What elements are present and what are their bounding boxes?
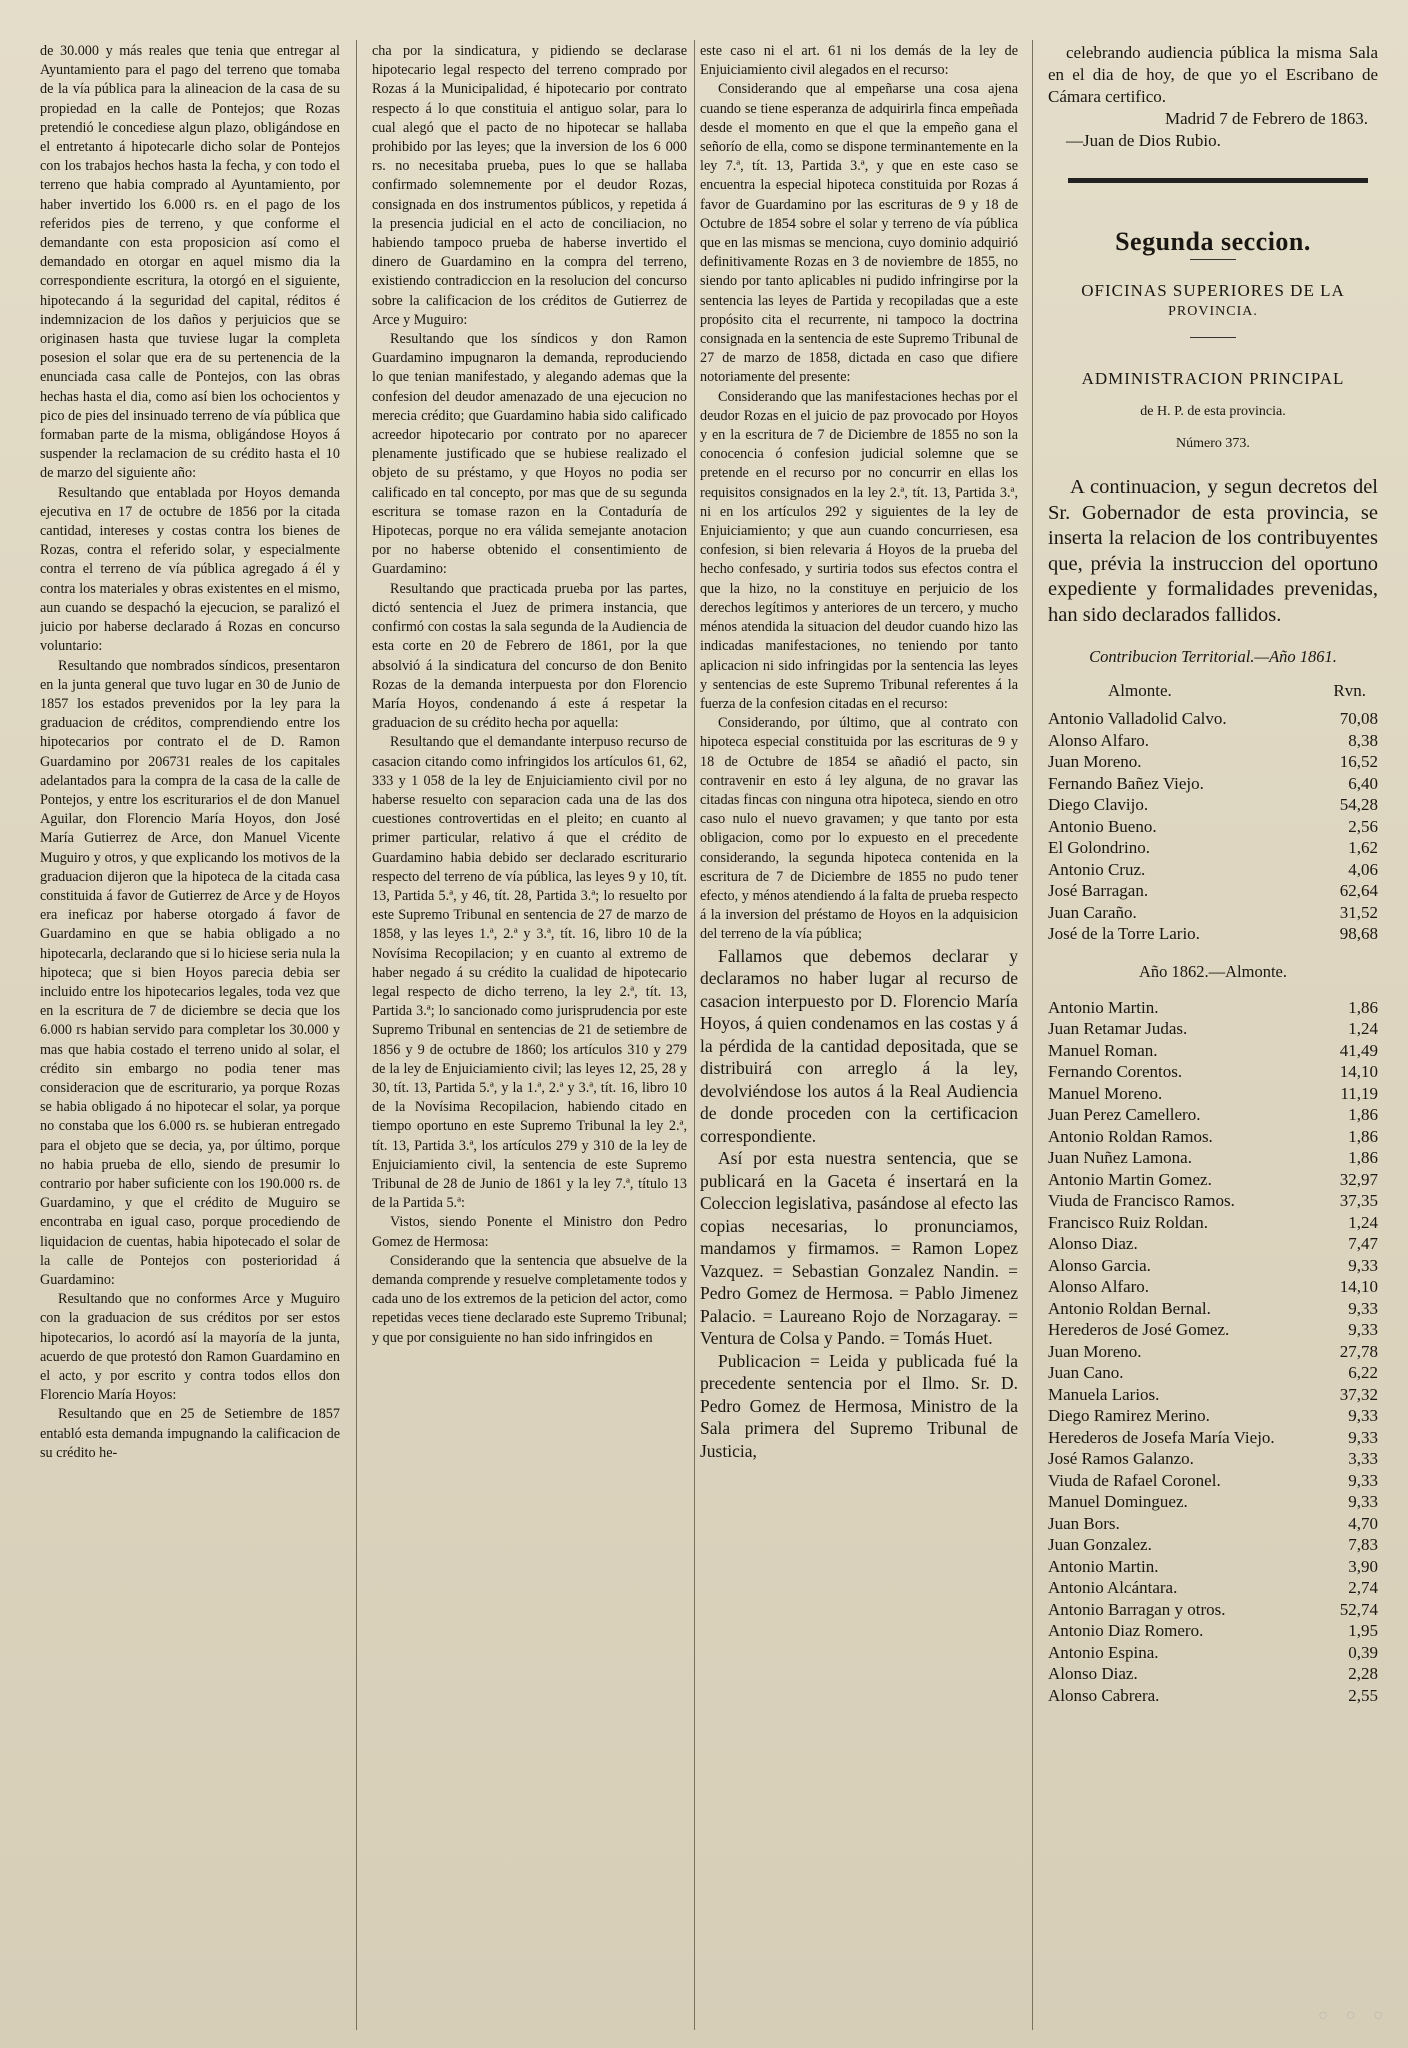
paragraph: Resultando que practicada prueba por las partes, dictó sentencia el Juez de primera instancia, que confirmó con costas la sala segunda de la Audiencia de esta corte en 20 de Febrero de 1861, por la que absolvió á la sindicatura del concurso de don Benito Rozas de la demanda interpuesta por don Florencio María Hoyos, condenando á este á respetar la graduacion de su crédito hecha por aquella: [372,580,687,732]
taxpayer-name: Diego Clavijo. [1048,795,1149,814]
column-divider [356,40,357,2030]
taxpayer-name: Juan Perez Camellero. [1048,1105,1201,1124]
taxpayer-name: Juan Moreno. [1048,1341,1142,1361]
date-line: Madrid 7 de Febrero de 1863. [1164,109,1368,128]
amount: 31,52 [1339,902,1378,922]
taxpayer-name: Antonio Valladolid Calvo. [1048,709,1227,728]
paragraph: Considerando que al empeñarse una cosa ajena cuando se tiene esperanza de adquirirla finca empeñada desde el momento en que el que la empeño gana el señorío de ella, como se dispone terminantemente en la ley 7.ª, tít. 13, Partida 3.ª, y que en este caso se encuentra la especial hipoteca constituida por Rozas á favor de Guardamino por las escrituras de 9 y 18 de Octubre de 1854 sobre el solar y terreno de vía pública que en las mismas se menciona, cuyo dominio adquirió definitivamente Rozas en 3 de noviembre de 1855, no siendo por tanto aplicables ni pudido infringirse por la sentencia las leyes de Partida y recopiladas que a este propósito cita el recurrente, ni tampoco la doctrina consignada en la sentencia de este Supremo Tribunal de 27 de marzo de 1858, dictada en caso que difiere notoriamente del presente: [700,81,1018,386]
taxpayer-name: Juan Retamar Judas. [1048,1019,1188,1038]
amount: 1,24 [1348,1212,1378,1232]
closing-paragraph: celebrando audiencia pública la misma Sala en el dia de hoy, de que yo el Escribano de Cámara certifico. [1048,43,1378,106]
taxpayer-name: Juan Cano. [1048,1363,1124,1382]
ruling-paragraph: Fallamos que debemos declarar y declaramos no haber lugar al recurso de casacion interpuesto por D. Florencio María Hoyos, á quien condenamos en las costas y á la pérdida de la cantidad depositada, que se distribuirá con arreglo á la ley, devolviéndose los autos á la Real Audiencia de donde proceden con la certificacion correspondiente. [700,945,1018,1146]
taxpayer-name: Manuel Moreno. [1048,1083,1163,1103]
taxpayer-name: Juan Moreno. [1048,752,1142,771]
amount: 9,33 [1348,1406,1378,1425]
amount: 1,86 [1348,1126,1378,1146]
table-row [1048,1061,1378,1083]
taxpayer-name: Alonso Alfaro. [1048,1277,1150,1296]
taxpayer-name: Juan Gonzalez. [1048,1535,1152,1554]
taxpayer-name: José de la Torre Lario. [1048,924,1200,943]
table-row [1048,1556,1378,1578]
table-row [1048,794,1378,816]
table-row [1048,1491,1378,1513]
table-row [1048,923,1378,945]
amount: 41,49 [1339,1040,1378,1060]
taxpayer-name: Manuel Roman. [1048,1040,1158,1060]
amount: 1,86 [1348,1105,1378,1124]
table-row [1048,1405,1378,1427]
ruling-paragraph: Publicacion = Leida y publicada fué la precedente sentencia por el Ilmo. Sr. D. Pedro Gomez de Hermosa, Ministro de la Sala primera del Supremo Tribunal de Justicia, [700,1350,1018,1461]
offices-title: OFICINAS SUPERIORES DE LA [1081,281,1345,300]
table-row [1048,1599,1378,1621]
table-row [1048,708,1378,730]
table-row [1048,751,1378,773]
year-heading: Año 1862.—Almonte. [1138,961,1288,981]
table-row [1048,997,1378,1019]
taxpayer-name: El Golondrino. [1048,838,1150,857]
amount: 9,33 [1348,1298,1378,1318]
amount: 6,40 [1348,773,1378,793]
amount: 52,74 [1339,1599,1378,1619]
section-divider [1068,178,1368,183]
taxpayer-name: Herederos de Josefa María Viejo. [1048,1427,1275,1447]
amount: 9,33 [1348,1320,1378,1339]
ruling-paragraph: Así por esta nuestra sentencia, que se publicará en la Gaceta é insertará en la Coleccion legislativa, pasándose al efecto las copias necesarias, lo pronunciamos, mandamos y firmamos. = Ramon Lopez Vazquez. = Sebastian Gonzalez Nandin. = Pedro Gomez de Hermosa. = Pablo Jimenez Palacio. = Laureano Rojo de Norzagaray. = Ventura de Colsa y Pando. = Tomás Huet. [700,1148,1018,1349]
table-row [1048,1384,1378,1406]
taxpayer-name: José Barragan. [1048,881,1149,900]
amount: 14,10 [1339,1062,1378,1081]
paragraph: Resultando que entablada por Hoyos demanda ejecutiva en 17 de octubre de 1856 por la citada cantidad, intereses y costas contra los bienes de Rozas, contra el referido solar, y especialmente contra el terreno de vía pública agregado á él y contra los materiales y obras existentes en el mismo, aun cuando se despachó la ejecucion, se paralizó el juicio por haberse declarado á Rozas en concurso voluntario: [40,484,340,655]
table-row [1048,1018,1378,1040]
amount: 1,24 [1348,1019,1378,1038]
column-4 [1048,42,1378,2042]
column-1 [40,42,340,2037]
taxpayer-name: Juan Bors. [1048,1513,1120,1533]
tax-heading: Contribucion Territorial.—Año 1861. [1089,647,1337,666]
paragraph: de 30.000 y más reales que tenia que entregar al Ayuntamiento para el pago del terreno que tomaba de la vía pública para la alineacion de la casa de su propiedad en la calle de Pontejos; que Rozas pretendió le concediese algun plazo, obligándose en el entretanto á hipotecarle dicho solar de Pontejos con los trabajos hechos hasta la fecha, y con todo el terreno que habia comprado al Ayuntamiento, por haber invertido los 6.000 rs. en el pago de los referidos pies de terreno, y que conforme el demandante con esta proposicion así como el demandado en otorgar en aquel mismo dia la correspondiente escritura, la otorgó en el siguiente, hipotecando á la seguridad del capital, réditos é indemnizacion de los daños y perjuicios que se originasen hasta que tuviese lugar la completa posesion el solar que era de su pertenencia de la enunciada casa calle de Pontejos, con las obras hechas hasta el dia, como así bien los ochocientos y pico de pies del insinuado terreno de vía pública que formaban parte de la misma, obligándose Hoyos á suspender la reclamacion de su crédito hasta el 10 de marzo del siguiente año: [40,43,340,482]
amount: 98,68 [1339,924,1378,943]
taxpayer-name: Antonio Diaz Romero. [1048,1621,1204,1640]
table-row [1048,1276,1378,1298]
table-row [1048,1577,1378,1599]
taxpayer-name: Antonio Alcántara. [1048,1578,1178,1597]
table-unit-header: Rvn. [1333,681,1366,700]
amount: 3,33 [1348,1449,1378,1468]
taxpayer-name: Antonio Martin. [1048,997,1159,1017]
table-row [1048,859,1378,881]
taxpayer-name: Manuela Larios. [1048,1384,1160,1404]
column-2 [372,42,687,2037]
amount: 1,86 [1348,1148,1378,1167]
amount: 3,90 [1348,1556,1378,1576]
table-row [1048,1298,1378,1320]
table-header [1048,680,1378,702]
amount: 6,22 [1348,1363,1378,1382]
watermark: ◦ ◦ ◦ [1315,2002,1388,2032]
paragraph: Considerando, por último, que al contrato con hipoteca especial constituida por las escrituras de 9 y 18 de Octubre de 1854 se añadió el pacto, sin contravenir en esto á ley alguna, de no gravar las citadas fincas con ninguna otra hipoteca, siendo en otro caso nulo el nuevo gravamen; y que tanto por esta obligacion, como por lo expuesto en el precedente considerando, la segunda hipoteca contenida en la escritura de 7 de Diciembre de 1855 no pudo tener efecto, y ménos atendiendo á la falta de prueba respecto á la inversion del préstamo de Hoyos en la adquisicion del terreno de la vía pública; [700,715,1018,943]
admin-title: ADMINISTRACION PRINCIPAL [1081,369,1345,388]
amount: 11,19 [1340,1083,1378,1103]
taxpayer-name: Viuda de Francisco Ramos. [1048,1191,1235,1210]
table-row [1048,1083,1378,1105]
amount: 37,35 [1339,1191,1378,1210]
taxpayer-name: Alonso Garcia. [1048,1255,1151,1275]
table-row [1048,1427,1378,1449]
taxpayer-name: Antonio Barragan y otros. [1048,1599,1226,1619]
amount: 4,06 [1348,859,1378,879]
taxpayer-name: Francisco Ruiz Roldan. [1048,1212,1209,1232]
amount: 16,52 [1339,752,1378,771]
table-row [1048,1513,1378,1535]
taxpayer-name: Alonso Alfaro. [1048,730,1150,750]
taxpayer-name: Antonio Martin. [1048,1556,1159,1576]
table-row [1048,1319,1378,1341]
paragraph: Considerando que la sentencia que absuelve de la demanda comprende y resuelve completamente todos y cada uno de los extremos de la peticion del actor, como repetidas veces tiene declarado este Supremo Tribunal; y que por consiguiente no han sido infringidos en [372,1252,687,1346]
taxpayer-name: Diego Ramirez Merino. [1048,1406,1210,1425]
offices-subtitle: PROVINCIA. [1168,304,1258,319]
paragraph: cha por la sindicatura, y pidiendo se declarase hipotecario legal respecto del terreno comprado por Rozas á la Municipalidad, é hipotecario por contrato respecto á lo que constituia el antiguo solar, para lo cual alegó que el pacto de no hipotecar se hallaba prohibido por las leyes; que la inversion de los 6 000 rs. no necesitaba prueba, pues lo que se hallaba confirmado solemnemente por el deudor Rozas, consignada en dos instrumentos públicos, y repetida á la presencia judicial en el acto de conciliacion, no habiendo tampoco prueba de haberse invertido el dinero de Guardamino en la compra del terreno, existiendo contradiccion en la resolucion del concurso sobre la calificacion de los créditos de Gutierrez de Arce y Muguiro: [372,43,687,328]
table-row [1048,1341,1378,1363]
taxpayer-name: Antonio Espina. [1048,1642,1159,1662]
amount: 9,33 [1348,1427,1378,1447]
table-place-header: Almonte. [1108,681,1172,700]
taxpayer-name: Manuel Dominguez. [1048,1492,1188,1511]
title-underline [1190,259,1236,260]
amount: 62,64 [1339,881,1378,900]
paragraph: Vistos, siendo Ponente el Ministro don Pedro Gomez de Hermosa: [372,1214,687,1250]
amount: 70,08 [1339,709,1378,728]
taxpayer-table-1861 [1048,708,1378,945]
table-row [1048,1255,1378,1277]
table-row [1048,1147,1378,1169]
amount: 4,70 [1348,1513,1378,1533]
taxpayer-name: Juan Nuñez Lamona. [1048,1148,1192,1167]
table-row [1048,1362,1378,1384]
taxpayer-table-1862 [1048,997,1378,1707]
table-row [1048,1169,1378,1191]
table-row [1048,837,1378,859]
taxpayer-name: Antonio Roldan Bernal. [1048,1298,1211,1318]
table-row [1048,1470,1378,1492]
table-row [1048,1104,1378,1126]
amount: 54,28 [1339,795,1378,814]
paragraph: Considerando que las manifestaciones hechas por el deudor Rozas en el juicio de paz provocado por Hoyos y en la escritura de 7 de Diciembre de 1855 no son la conocencia ó confesion judicial solemne que se pretende en el recurso por no concurrir en ellas los requisitos consignados en la ley 2.ª, tít. 13, Partida 3.ª, ni en los artículos 292 y siguientes de la ley de Enjuiciamiento; y que aun cuando concurriesen, esa confesion, si bien relevaria á Hoyos de la prueba del hecho confesado, y surtiria todos sus efectos contra el que la hizo, no la constituye en perjuicio de los derechos legítimos y anteriores de un tercero, y mucho ménos atendida la situacion del deudor cuando hizo las indicadas manifestaciones, no teniendo por tanto aplicacion ni sido infringidas por la sentencia las leyes y sentencias de este Supremo Tribunal referentes á la fuerza de la confesion citadas en el recurso: [700,388,1018,712]
taxpayer-name: Antonio Roldan Ramos. [1048,1126,1213,1146]
table-row [1048,1642,1378,1664]
amount: 2,56 [1348,816,1378,836]
table-row [1048,816,1378,838]
amount: 27,78 [1339,1341,1378,1361]
table-row [1048,1190,1378,1212]
table-row [1048,1663,1378,1685]
taxpayer-name: Fernando Bañez Viejo. [1048,773,1204,793]
table-row [1048,730,1378,752]
amount: 9,33 [1348,1470,1378,1490]
table-row [1048,1212,1378,1234]
paragraph: Resultando que no conformes Arce y Muguiro con la graduacion de sus créditos por ser estos hipotecarios, lo acordó así la mayoría de la junta, acuerdo de que protestó don Ramon Guardamino en el acto, y por escrito y contra todos ellos don Florencio María Hoyos: [40,1291,340,1404]
amount: 2,74 [1348,1578,1378,1597]
section-title: Segunda seccion. [1115,227,1311,256]
table-row [1048,902,1378,924]
table-row [1048,1534,1378,1556]
amount: 7,47 [1348,1234,1378,1253]
taxpayer-name: Antonio Martin Gomez. [1048,1169,1212,1189]
paragraph: Resultando que en 25 de Setiembre de 1857 entabló esta demanda impugnando la calificacion de su crédito he- [40,1406,340,1461]
paragraph: Resultando que los síndicos y don Ramon Guardamino impugnaron la demanda, reproduciendo lo que tenian manifestado, y alegando ademas que la confesion del deudor amenazado de una ejecucion no merecia crédito; que Guardamino habia sido calificado acreedor hipotecario por contrato por no aparecer plenamente justificado que se hubiese realizado el objeto de su préstamo, y que Hoyos no podia ser calificado en tal concepto, por mas que de su segunda escritura se tomase razon en la Contaduría de Hipotecas, porque no era válida semejante anotacion por no haberse obtenido el consentimiento de Guardamino: [372,331,687,578]
paragraph: Resultando que el demandante interpuso recurso de casacion citando como infringidos los artículos 61, 62, 333 y 1 058 de la ley de Enjuiciamiento civil por no haberse resuelto con separacion cada una de las dos cuestiones controvertidas en el pleito; en cuanto al primer particular, relativo á que el crédito de Guardamino habia debido ser declarado escriturario respecto del terreno de vía pública, las leyes 9 y 10, tít. 13, Partida 5.ª, y 46, tít. 28, Partida 3.ª; lo resuelto por este Supremo Tribunal en sentencia de 27 de marzo de 1858, y las leyes 1.ª, 2.ª y 3.ª, tít. 16, libro 10 de la Novísima Recopilacion; y en cuanto al extremo de haber negado á su crédito la cualidad de hipotecario legal respecto de dicho terreno, la ley 2.ª, tít. 13, Partida 3.ª; lo sancionado como jurisprudencia por este Supremo Tribunal en sentencias de 21 de setiembre de 1856 y 9 de octubre de 1860; los artículos 310 y 279 de la ley de Enjuiciamiento civil; las leyes 12, 25, 28 y 30, tít. 13, Partida 5.ª, y la 1.ª, 2.ª y 3.ª, tít. 16, libro 10 de la Novísima Recopilacion, habiendo citado en tiempo oportuno en este Supremo Tribunal la ley 2.ª, tít. 13, Partida 3.ª, los artículos 279 y 310 de la ley de Enjuiciamiento civil, la sentencia de este Supremo Tribunal de 28 de Junio de 1861 y la ley 7.ª, título 13 de la Partida 5.ª: [372,734,687,1212]
taxpayer-name: Juan Caraño. [1048,902,1137,922]
taxpayer-name: Fernando Corentos. [1048,1062,1183,1081]
taxpayer-name: Antonio Cruz. [1048,859,1146,879]
amount: 1,95 [1348,1621,1378,1640]
amount: 1,86 [1348,997,1378,1017]
amount: 7,83 [1348,1535,1378,1554]
taxpayer-name: Alonso Cabrera. [1048,1685,1160,1705]
amount: 1,62 [1348,838,1378,857]
taxpayer-name: Alonso Diaz. [1048,1664,1138,1683]
column-divider [694,40,695,2030]
table-row [1048,880,1378,902]
table-row [1048,1448,1378,1470]
taxpayer-name: Alonso Diaz. [1048,1234,1138,1253]
amount: 8,38 [1348,730,1378,750]
amount: 32,97 [1339,1169,1378,1189]
table-row [1048,1233,1378,1255]
taxpayer-name: José Ramos Galanzo. [1048,1449,1194,1468]
amount: 9,33 [1348,1492,1378,1511]
table-row [1048,1040,1378,1062]
taxpayer-name: Antonio Bueno. [1048,816,1157,836]
notice-number: Número 373. [1176,436,1250,451]
amount: 2,28 [1348,1664,1378,1683]
table-row [1048,773,1378,795]
amount: 14,10 [1339,1277,1378,1296]
table-row [1048,1685,1378,1707]
table-row [1048,1126,1378,1148]
column-divider [1032,40,1033,2030]
amount: 0,39 [1348,1642,1378,1662]
amount: 9,33 [1348,1255,1378,1275]
table-row [1048,1620,1378,1642]
column-3 [700,42,1018,2042]
taxpayer-name: Viuda de Rafael Coronel. [1048,1470,1221,1490]
title-underline [1190,337,1236,338]
paragraph: Resultando que nombrados síndicos, presentaron en la junta general que tuvo lugar en 30 de Junio de 1857 los estados prevenidos por la ley para la graduacion de créditos, comprendiendo entre los hipotecarios por contrato el de D. Ramon Guardamino por 206731 reales de los capitales adelantados para la compra de la casa de la calle de Pontejos, y entre los escriturarios el de don Manuel Aguilar, don Florencio María Hoyos, don José María Gutierrez de Arce, don Manuel Vicente Muguiro y otros, y que explicando los motivos de la graduacion dijeron que la hipoteca de la citada casa constituida á favor de Gutierrez de Arce y de Hoyos era ineficaz por haberse otorgado á favor de Guardamino en que se habia obligado a no hipotecarla, declarando que si lo hiciese seria nula la hipoteca; que si bien Hoyos parecia debia ser incluido entre los hipotecarios legales, toda vez que en la escritura de 7 de diciembre se decia que los 6.000 rs habian servido para completar los 30.000 y mas que habia costado el terreno unido al solar, el crédito sin embargo no podia tener mas consideracion que de escriturario, ya porque Rozas se habia obligado á no hipotecar el solar, ya porque no constaba que los 6.000 rs. se hubieran entregado para el objeto que se decia, ya, por último, porque no habia prueba de ello, siendo de presumir lo contrario por haber suficiente con los 190.000 rs. de Guardamino, y que el crédito de Muguiro se encontraba en igual caso, porque procediendo de liquidacion de cuentas, habia hipotecado el solar de la calle de Pontejos con posterioridad á Guardamino: [40,657,340,1288]
announcement: A continuacion, y segun decretos del Sr. Gobernador de esta provincia, se inserta la relacion de los contribuyentes que, prévia la instruccion del oportuno expediente y formalidades prevenidas, han sido declarados fallidos. [1048,476,1378,626]
signature: —Juan de Dios Rubio. [1066,131,1221,150]
amount: 37,32 [1339,1384,1378,1404]
paragraph: este caso ni el art. 61 ni los demás de la ley de Enjuiciamiento civil alegados en el recurso: [700,43,1018,79]
taxpayer-name: Herederos de José Gomez. [1048,1320,1230,1339]
amount: 2,55 [1348,1685,1378,1705]
admin-subtitle: de H. P. de esta provincia. [1140,404,1286,419]
